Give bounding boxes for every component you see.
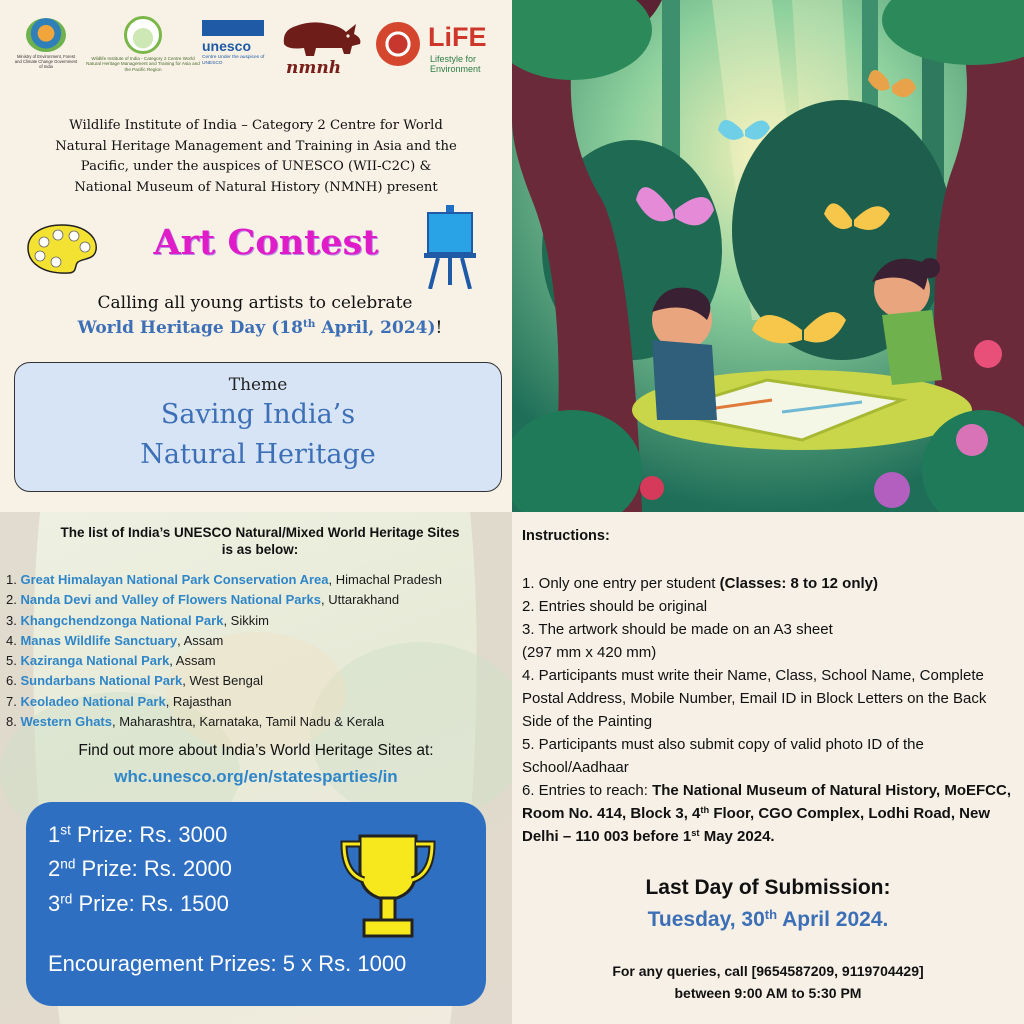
deadline-date-suffix: April 2024.	[777, 908, 889, 931]
prize-box	[26, 802, 486, 1006]
site-number: 1.	[6, 572, 21, 587]
whc-link[interactable]: whc.unesco.org/en/statesparties/in	[114, 767, 398, 786]
life-wordmark: LiFE	[428, 22, 487, 52]
prize-amount: Prize: Rs. 1500	[72, 891, 229, 916]
queries-hours: between 9:00 AM to 5:30 PM	[674, 985, 862, 1001]
heritage-sites-panel	[0, 512, 512, 1024]
life-tagline: Lifestyle for Environment	[430, 54, 481, 74]
deadline-date	[512, 908, 1024, 932]
instructions-panel	[512, 512, 1024, 1024]
site-state: , Assam	[169, 653, 216, 669]
list-item	[6, 590, 510, 610]
instructions-list	[522, 572, 1018, 848]
site-number: 2.	[6, 592, 21, 608]
sites-title-line-1: The list of India’s UNESCO Natural/Mixed World Heritage Sites	[60, 525, 460, 540]
forest-art-image	[512, 0, 1024, 512]
presenter-text	[30, 116, 482, 198]
prize-rank-sup: rd	[60, 891, 73, 907]
list-item	[6, 712, 510, 732]
site-name: Kaziranga National Park	[20, 653, 170, 669]
instruction-item: 5. Participants must also submit copy of valid photo ID of the School/Aadhaar	[522, 736, 924, 776]
address-sup: th	[700, 804, 710, 815]
presenter-line: Natural Heritage Management and Training in Asia and the	[55, 138, 457, 154]
site-state: , Rajasthan	[165, 693, 232, 709]
prize-rank-sup: st	[60, 822, 71, 838]
first-prize	[48, 822, 227, 848]
site-number: 3.	[6, 612, 21, 628]
site-name: Khangchendzonga National Park	[20, 612, 224, 628]
prize-rank: 2	[48, 856, 61, 881]
site-state: , Maharashtra, Karnataka, Tamil Nadu & Kerala	[111, 714, 385, 730]
site-state: , Uttarakhand	[321, 592, 400, 608]
sites-list-title	[20, 524, 500, 558]
list-item	[6, 611, 510, 631]
unesco-temple-icon	[202, 20, 264, 36]
moefcc-seal-icon	[26, 18, 66, 52]
address-part: May 2024.	[699, 828, 775, 845]
instruction-text: 1. Only one entry per student	[522, 575, 720, 592]
unesco-logo-text: Centre Under the auspices of UNESCO	[202, 55, 265, 66]
deadline-date-prefix: Tuesday, 30	[647, 908, 765, 931]
site-state: , Himachal Pradesh	[328, 572, 442, 587]
moefcc-logo	[14, 14, 78, 78]
instruction-item	[522, 779, 1018, 848]
list-item	[6, 671, 510, 691]
event-sup: th	[302, 318, 316, 331]
event-suffix: April, 2024)	[315, 318, 436, 338]
list-item	[6, 651, 510, 671]
prize-rank-sup: nd	[60, 856, 76, 872]
prize-amount: Prize: Rs. 3000	[70, 822, 228, 847]
address-part: Floor, CGO Complex, Lodhi Road, New Delhi – 110 003 before 1	[522, 805, 991, 845]
logo-strip	[10, 14, 504, 84]
site-number: 6.	[6, 673, 21, 689]
site-name: Keoladeo National Park	[20, 693, 166, 709]
find-more-text: Find out more about India’s World Heritage Sites at:	[78, 742, 434, 759]
life-logo	[374, 14, 500, 78]
instruction-item: 4. Participants must write their Name, Class, School Name, Complete Postal Address, Mobile Number, Email ID in Block Letters on the Back Side of the Painting	[522, 667, 987, 730]
rhino-icon	[276, 14, 368, 60]
prize-rank: 1	[48, 822, 61, 847]
heritage-sites-list	[6, 570, 510, 732]
theme-box	[14, 362, 502, 492]
unesco-wordmark: unesco	[202, 38, 252, 54]
instruction-emphasis: (Classes: 8 to 12 only)	[719, 575, 879, 592]
address-sup: st	[691, 827, 700, 838]
prize-rank: 3	[48, 891, 61, 916]
instruction-item: (297 mm x 420 mm)	[522, 644, 657, 661]
site-state: , West Bengal	[182, 673, 263, 689]
encouragement-prizes: Encouragement Prizes: 5 x Rs. 1000	[48, 951, 407, 976]
unesco-logo	[202, 14, 272, 78]
queries-phone: For any queries, call [9654587209, 9119704429]	[612, 963, 924, 979]
site-number: 7.	[6, 693, 21, 709]
site-number: 4.	[6, 632, 21, 648]
presenter-line: Wildlife Institute of India – Category 2 Centre for World	[69, 118, 443, 133]
wii-emblem-icon	[124, 16, 162, 54]
wii-logo-text: Wildlife Institute of India - Category 2 Centre World Natural Heritage Management and Training for Asia and the Pacific Region	[86, 56, 200, 72]
instruction-text: 6. Entries to reach:	[522, 782, 653, 799]
site-name: Western Ghats	[20, 714, 112, 730]
presenter-line: National Museum of Natural History (NMNH) present	[74, 179, 438, 195]
deadline-date-sup: th	[764, 906, 778, 922]
instruction-item: 2. Entries should be original	[522, 598, 708, 615]
easel-icon	[424, 205, 476, 289]
nmnh-logo	[276, 14, 368, 78]
theme-line-2: Natural Heritage	[140, 439, 376, 470]
site-name: Great Himalayan National Park Conservation Area	[20, 572, 329, 587]
prize-amount: Prize: Rs. 2000	[75, 856, 232, 881]
instruction-item: 3. The artwork should be made on an A3 sheet	[522, 621, 833, 638]
calling-text: Calling all young artists to celebrate	[97, 293, 413, 313]
instruction-item	[522, 572, 1018, 595]
third-prize	[48, 891, 229, 917]
paint-palette-icon	[24, 222, 100, 276]
trophy-icon	[340, 830, 436, 942]
event-end: !	[435, 318, 443, 338]
address-part: The National Museum of Natural History, MoEFCC, Room No. 414, Block 3, 4	[522, 782, 1011, 822]
second-prize	[48, 856, 232, 882]
queries-contact	[512, 960, 1024, 1004]
site-state: , Assam	[177, 632, 224, 648]
life-sun-icon	[376, 22, 420, 66]
contest-title: Art Contest	[153, 222, 379, 263]
sites-title-line-2: is as below:	[221, 542, 299, 557]
list-item	[6, 570, 510, 590]
header-panel	[0, 0, 512, 512]
site-state: , Sikkim	[223, 612, 269, 628]
instructions-title: Instructions:	[522, 528, 610, 544]
event-prefix: World Heritage Day (18	[77, 318, 303, 338]
moefcc-logo-text: Ministry of Environment, Forest and Climate Change Government of India	[14, 54, 78, 69]
theme-label: Theme	[228, 375, 288, 395]
presenter-line: Pacific, under the auspices of UNESCO (WII-C2C) &	[80, 159, 432, 174]
nmnh-wordmark: nmnh	[286, 58, 342, 78]
list-item	[6, 692, 510, 712]
site-number: 8.	[6, 714, 21, 730]
site-name: Nanda Devi and Valley of Flowers National Parks	[20, 592, 322, 608]
site-name: Manas Wildlife Sanctuary	[20, 632, 178, 648]
site-name: Sundarbans National Park	[20, 673, 183, 689]
list-item	[6, 631, 510, 651]
site-number: 5.	[6, 653, 21, 669]
deadline-label: Last Day of Submission:	[645, 876, 891, 899]
world-heritage-day	[40, 318, 480, 338]
forest-illustration	[512, 0, 1024, 512]
wii-logo	[84, 14, 202, 78]
theme-line-1: Saving India’s	[160, 399, 356, 430]
